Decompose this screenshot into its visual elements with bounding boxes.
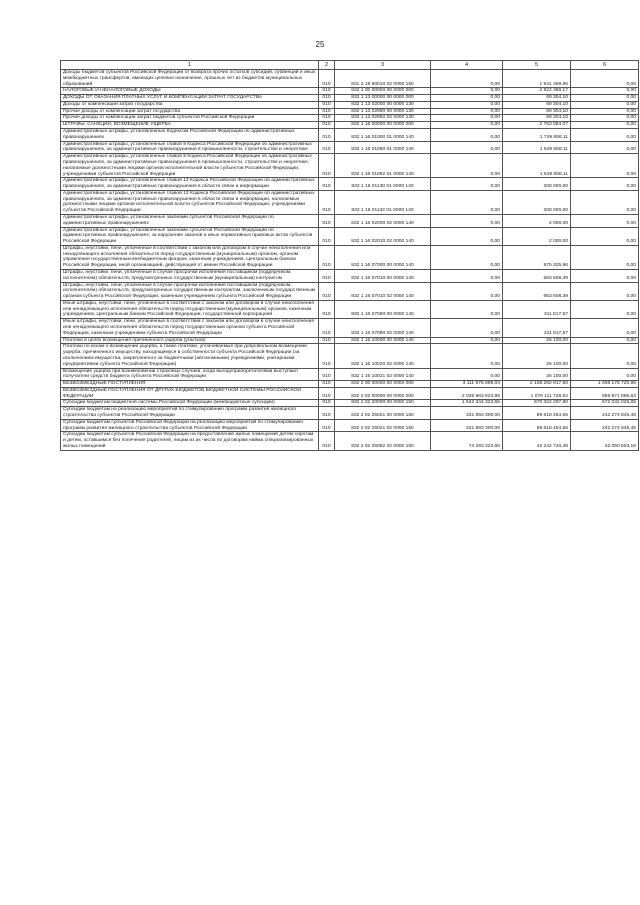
header-cell: 2 — [319, 61, 335, 70]
cell-v2: 69 304,10 — [503, 115, 571, 122]
cell-line: 010 — [319, 270, 335, 283]
cell-code: 832 1 16 01092 01 0000 140 — [335, 154, 431, 178]
cell-v1: 0,00 — [431, 115, 503, 122]
cell-line: 010 — [319, 387, 335, 400]
cell-v2: 870 322 297,80 — [503, 400, 571, 407]
cell-line: 010 — [319, 141, 335, 154]
page-number: 25 — [315, 40, 325, 49]
cell-name: Штрафы, неустойки, пени, уплаченные в случае просрочки исполнения поставщиком (подрядчиком, исполнителем) обязательств, предусмотренных государственным контрактом, заключенным государственным органом субъекта Российской Федерации, казенным учреждением субъекта Российской Федерации — [61, 282, 319, 300]
cell-code: 832 2 00 00000 00 0000 000 — [335, 381, 431, 388]
cell-v1: 331 893 300,00 — [431, 407, 503, 420]
cell-line: 010 — [319, 381, 335, 388]
cell-v3: 0,00 — [571, 129, 639, 142]
cell-v1: 0,00 — [431, 227, 503, 245]
table-row — [61, 70, 639, 88]
cell-v3: 672 032 025,85 — [571, 400, 639, 407]
cell-v3: 0,00 — [571, 178, 639, 191]
table-row — [61, 245, 639, 269]
table-row — [61, 344, 639, 368]
cell-code: 832 1 16 10021 02 0000 140 — [335, 368, 431, 381]
cell-v2: 200 000,00 — [503, 178, 571, 191]
cell-v3: 0,00 — [571, 300, 639, 318]
cell-line: 010 — [319, 282, 335, 300]
cell-v1: 0,00 — [431, 270, 503, 283]
cell-v3: 242 274 845,45 — [571, 419, 639, 432]
cell-v3: 0,00 — [571, 368, 639, 381]
table-row — [61, 227, 639, 245]
table-row — [61, 319, 639, 337]
cell-v1: 0,00 — [431, 282, 503, 300]
cell-v2: 311 817,57 — [503, 300, 571, 318]
cell-v2: 663 508,39 — [503, 282, 571, 300]
cell-name: Платежи в целях возмещения причиненного ущерба (убытков) — [61, 337, 319, 344]
cell-v3: 0,00 — [571, 70, 639, 88]
cell-name: Прочие доходы от компенсации затрат государства — [61, 108, 319, 115]
table-row — [61, 115, 639, 122]
table-row — [61, 400, 639, 407]
cell-v3: 0,00 — [571, 154, 639, 178]
cell-v3: 0,00 — [571, 190, 639, 214]
cell-code: 832 1 16 01132 01 0000 140 — [335, 190, 431, 214]
cell-v3: 0,00 — [571, 101, 639, 108]
cell-line: 010 — [319, 245, 335, 269]
table-row — [61, 270, 639, 283]
cell-code: 832 1 16 07010 00 0000 140 — [335, 270, 431, 283]
table-body — [61, 70, 639, 451]
cell-code: 832 1 16 10000 00 0000 140 — [335, 337, 431, 344]
cell-v2: 89 618 454,55 — [503, 407, 571, 420]
cell-v3: 1 008 175 720,95 — [571, 381, 639, 388]
cell-line: 010 — [319, 190, 335, 214]
cell-v2: 2 822 388,17 — [503, 88, 571, 95]
cell-name: Штрафы, неустойки, пени, уплаченные в случае просрочки исполнения поставщиком (подрядчиком, исполнителем) обязательств, предусмотренных государственным (муниципальным) контрактом — [61, 270, 319, 283]
cell-v1: 0,00 — [431, 245, 503, 269]
cell-code: 832 2 02 25021 02 0000 150 — [335, 419, 431, 432]
cell-line: 010 — [319, 154, 335, 178]
cell-v1: 0,00 — [431, 88, 503, 95]
cell-line: 010 — [319, 344, 335, 368]
header-cell: 1 — [61, 61, 319, 70]
cell-v1: 0,00 — [431, 122, 503, 129]
cell-name: ДОХОДЫ ОТ ОКАЗАНИЯ ПЛАТНЫХ УСЛУГ И КОМПЕНСАЦИИ ЗАТРАТ ГОСУДАРСТВА — [61, 95, 319, 102]
table-row — [61, 154, 639, 178]
cell-v1: 0,00 — [431, 108, 503, 115]
table-row — [61, 129, 639, 142]
table-row — [61, 108, 639, 115]
cell-name: Административные штрафы, установленные главой 13 Кодекса Российской Федерации об административных правонарушениях, за административные правонарушения в области связи и информации — [61, 178, 319, 191]
cell-v2: 26 100,00 — [503, 368, 571, 381]
cell-code: 832 1 16 00000 00 0000 000 — [335, 122, 431, 129]
cell-v2: 2 000,00 — [503, 214, 571, 227]
cell-v2: 1 549 658,11 — [503, 154, 571, 178]
cell-name: Доходы от компенсации затрат государства — [61, 101, 319, 108]
cell-name: Административные штрафы, установленные главой 13 Кодекса Российской Федерации об административных правонарушениях, за административные правонарушения в области связи и информации, налагаемые должностными лицами органов исполнительной власти субъектов Российской Федерации, учреждениями субъектов Российской Федерации — [61, 190, 319, 214]
cell-name: Платежи по искам о возмещении ущерба, а также платежи, уплачиваемые при добровольном возмещении ущерба, причиненного имуществу, находящемуся в собственности субъекта Российской Федерации (за исключением имущества, закрепленного за бюджетными (автономными) учреждениями, унитарными предприятиями субъекта Российской Федерации) — [61, 344, 319, 368]
cell-line: 010 — [319, 101, 335, 108]
cell-name: Административные штрафы, установленные главой 9 Кодекса Российской Федерации об административных правонарушениях, за административные правонарушения в промышленности, строительстве и энергетике — [61, 141, 319, 154]
cell-code: 832 2 02 25021 00 0000 150 — [335, 407, 431, 420]
cell-v3: 0,00 — [571, 344, 639, 368]
cell-v3: 0,00 — [571, 88, 639, 95]
cell-name: Прочие доходы от компенсации затрат бюджетов субъектов Российской Федерации — [61, 115, 319, 122]
cell-v1: 0,00 — [431, 95, 503, 102]
cell-code: 832 1 13 02990 00 0000 130 — [335, 108, 431, 115]
cell-code: 832 1 16 01130 01 0000 140 — [335, 178, 431, 191]
cell-code: 832 1 16 01090 01 0000 140 — [335, 141, 431, 154]
table-row — [61, 88, 639, 95]
cell-name: Возмещение ущерба при возникновении страховых случаев, когда выгодоприобретателями выступают получатели средств бюджета субъекта Российской Федерации — [61, 368, 319, 381]
cell-v2: 1 749 658,11 — [503, 129, 571, 142]
cell-v3: 0,00 — [571, 141, 639, 154]
cell-v1: 0,00 — [431, 154, 503, 178]
cell-code: 832 2 02 20000 00 0000 150 — [335, 400, 431, 407]
table-row — [61, 368, 639, 381]
cell-line: 010 — [319, 319, 335, 337]
cell-v1: 0,00 — [431, 141, 503, 154]
table-row — [61, 300, 639, 318]
cell-v3: 0,00 — [571, 227, 639, 245]
header-cell: 6 — [571, 61, 639, 70]
cell-v2: 1 941 369,85 — [503, 70, 571, 88]
cell-code: 832 1 16 02000 02 0000 140 — [335, 214, 431, 227]
cell-v3: 0,00 — [571, 270, 639, 283]
cell-v2: 69 304,10 — [503, 108, 571, 115]
cell-v1: 0,00 — [431, 344, 503, 368]
cell-code: 832 1 16 07000 00 0000 140 — [335, 245, 431, 269]
cell-v1: 1 542 344 323,65 — [431, 400, 503, 407]
cell-name: Административные штрафы, установленные законами субъектов Российской Федерации об административных правонарушениях — [61, 214, 319, 227]
cell-name: БЕЗВОЗМЕЗДНЫЕ ПОСТУПЛЕНИЯ — [61, 381, 319, 388]
cell-code: 832 1 13 02000 00 0000 130 — [335, 101, 431, 108]
cell-v2: 42 242 720,49 — [503, 432, 571, 450]
table-row — [61, 387, 639, 400]
cell-v1: 0,00 — [431, 101, 503, 108]
cell-v1: 2 035 983 623,85 — [431, 387, 503, 400]
cell-v1: 331 893 300,00 — [431, 419, 503, 432]
cell-line: 010 — [319, 108, 335, 115]
cell-v1: 74 293 323,65 — [431, 432, 503, 450]
table-row — [61, 432, 639, 450]
cell-v2: 69 304,10 — [503, 101, 571, 108]
cell-name: ШТРАФЫ, САНКЦИИ, ВОЗМЕЩЕНИЕ УЩЕРБА — [61, 122, 319, 129]
header-cell: 4 — [431, 61, 503, 70]
cell-name: Штрафы, неустойки, пени, уплаченные в соответствии с законом или договором в случае неисполнения или ненадлежащего исполнения обязательств перед государственным (муниципальным) органом, органом управления государственным внебюджетным фондом, казенным учреждением, Центральным банком Российской Федерации, иной организацией, действующей от имени Российской Федерации — [61, 245, 319, 269]
cell-line: 010 — [319, 95, 335, 102]
table-row — [61, 190, 639, 214]
cell-v1: 0,00 — [431, 190, 503, 214]
cell-v3: 0,00 — [571, 337, 639, 344]
cell-name: Субсидии бюджетам субъектов Российской Федерации на предоставление жилых помещений детям-сиротам и детям, оставшимся без попечения родителей, лицам из их числа по договорам найма специализированных жилых помещений — [61, 432, 319, 450]
cell-code: 832 1 16 01000 01 0000 140 — [335, 129, 431, 142]
table-row — [61, 178, 639, 191]
cell-v1: 0,00 — [431, 178, 503, 191]
cell-name: Иные штрафы, неустойки, пени, уплаченные в соответствии с законом или договором в случае неисполнения или ненадлежащего исполнения обязательств перед государственным органом субъекта Российской Федерации, казенным учреждением субъекта Российской Федерации — [61, 319, 319, 337]
cell-line: 010 — [319, 419, 335, 432]
cell-name: Иные штрафы, неустойки, пени, уплаченные в соответствии с законом или договором в случае неисполнения или ненадлежащего исполнения обязательств перед государственным (муниципальным) органом, казенным учреждением, Центральным банком Российской Федерации, государственной корпорацией — [61, 300, 319, 318]
cell-v3: 0,00 — [571, 245, 639, 269]
cell-code: 832 1 00 00000 00 0000 000 — [335, 88, 431, 95]
header-cell: 3 — [335, 61, 431, 70]
cell-v1: 0,00 — [431, 300, 503, 318]
cell-v2: 2 753 084,07 — [503, 122, 571, 129]
cell-name: НАЛОГОВЫЕ И НЕНАЛОГОВЫЕ ДОХОДЫ — [61, 88, 319, 95]
cell-v2: 200 000,00 — [503, 190, 571, 214]
cell-code: 832 1 16 07090 02 0000 140 — [335, 319, 431, 337]
cell-name: Субсидии бюджетам бюджетной системы Российской Федерации (межбюджетные субсидии) — [61, 400, 319, 407]
cell-code: 831 2 18 60010 02 0000 150 — [335, 70, 431, 88]
cell-line: 010 — [319, 129, 335, 142]
cell-v3: 0,00 — [571, 108, 639, 115]
cell-v1: 0,00 — [431, 129, 503, 142]
cell-line: 010 — [319, 214, 335, 227]
cell-line: 010 — [319, 70, 335, 88]
table-row — [61, 282, 639, 300]
cell-v3: 242 274 845,45 — [571, 407, 639, 420]
cell-name: Административные штрафы, установленные законами субъектов Российской Федерации об административных правонарушениях, за нарушение законов и иных нормативных правовых актов субъектов Российской Федерации — [61, 227, 319, 245]
table-row — [61, 95, 639, 102]
header-row — [61, 61, 639, 70]
cell-name: Субсидии бюджетам на реализацию мероприятий по стимулированию программ развития жилищного строительства субъектов Российской Федерации — [61, 407, 319, 420]
table-row — [61, 337, 639, 344]
cell-v3: 0,00 — [571, 122, 639, 129]
cell-v3: 959 871 895,63 — [571, 387, 639, 400]
cell-v1: 0,00 — [431, 214, 503, 227]
cell-v1: 0,00 — [431, 368, 503, 381]
cell-line: 010 — [319, 178, 335, 191]
cell-name: Административные штрафы, установленные главой 9 Кодекса Российской Федерации об административных правонарушениях, за административные правонарушения в промышленности, строительстве и энергетике, налагаемые должностными лицами органов исполнительной власти субъектов Российской Федерации, учреждениями субъектов Российской Федерации — [61, 154, 319, 178]
cell-v2: 26 100,00 — [503, 344, 571, 368]
cell-code: 832 1 13 00000 00 0000 000 — [335, 95, 431, 102]
cell-v2: 26 100,00 — [503, 337, 571, 344]
cell-code: 832 1 16 10020 02 0000 140 — [335, 344, 431, 368]
cell-v2: 1 549 658,11 — [503, 141, 571, 154]
cell-v2: 663 508,39 — [503, 270, 571, 283]
cell-v2: 69 304,10 — [503, 95, 571, 102]
cell-code: 832 1 16 07090 00 0000 140 — [335, 300, 431, 318]
cell-line: 010 — [319, 368, 335, 381]
cell-name: БЕЗВОЗМЕЗДНЫЕ ПОСТУПЛЕНИЯ ОТ ДРУГИХ БЮДЖЕТОВ БЮДЖЕТНОЙ СИСТЕМЫ РОССИЙСКОЙ ФЕДЕРАЦИИ — [61, 387, 319, 400]
cell-v2: 1 076 111 728,52 — [503, 387, 571, 400]
cell-line: 010 — [319, 300, 335, 318]
cell-v1: 0,00 — [431, 337, 503, 344]
table-row — [61, 407, 639, 420]
cell-v3: 0,00 — [571, 282, 639, 300]
cell-line: 010 — [319, 400, 335, 407]
cell-v2: 2 000,00 — [503, 227, 571, 245]
cell-v2: 89 618 454,55 — [503, 419, 571, 432]
cell-name: Доходы бюджетов субъектов Российской Федерации от возврата прочих остатков субсидий, субвенций и иных межбюджетных трансфертов, имеющих целевое назначение, прошлых лет из бюджетов муниципальных образований — [61, 70, 319, 88]
cell-line: 010 — [319, 122, 335, 129]
cell-v2: 2 108 282 917,50 — [503, 381, 571, 388]
cell-v1: 0,00 — [431, 70, 503, 88]
cell-name: Субсидии бюджетам субъектов Российской Федерации на реализацию мероприятий по стимулированию программ развития жилищного строительства субъектов Российской Федерации — [61, 419, 319, 432]
table-row — [61, 214, 639, 227]
cell-line: 010 — [319, 432, 335, 450]
table-row — [61, 419, 639, 432]
header-cell: 5 — [503, 61, 571, 70]
cell-v3: 0,00 — [571, 319, 639, 337]
cell-v3: 32 050 603,16 — [571, 432, 639, 450]
cell-code: 832 1 16 07010 02 0000 140 — [335, 282, 431, 300]
cell-code: 832 1 13 02992 02 0000 130 — [335, 115, 431, 122]
cell-line: 010 — [319, 88, 335, 95]
cell-v1: 0,00 — [431, 319, 503, 337]
cell-code: 832 2 02 25082 02 0000 150 — [335, 432, 431, 450]
cell-v1: 3 111 976 898,04 — [431, 381, 503, 388]
table-row — [61, 122, 639, 129]
table-row — [61, 101, 639, 108]
cell-name: Административные штрафы, установленные Кодексом Российской Федерации об административных правонарушениях — [61, 129, 319, 142]
cell-code: 832 1 16 02010 02 0000 140 — [335, 227, 431, 245]
table-row — [61, 381, 639, 388]
cell-v3: 0,00 — [571, 115, 639, 122]
cell-v3: 0,00 — [571, 95, 639, 102]
cell-code: 832 2 02 00000 00 0000 000 — [335, 387, 431, 400]
table-row — [61, 141, 639, 154]
revenue-table — [60, 60, 639, 451]
cell-line: 010 — [319, 115, 335, 122]
cell-v2: 311 817,57 — [503, 319, 571, 337]
cell-line: 010 — [319, 227, 335, 245]
cell-line: 010 — [319, 407, 335, 420]
cell-line: 010 — [319, 337, 335, 344]
cell-v2: 975 325,96 — [503, 245, 571, 269]
cell-v3: 0,00 — [571, 214, 639, 227]
